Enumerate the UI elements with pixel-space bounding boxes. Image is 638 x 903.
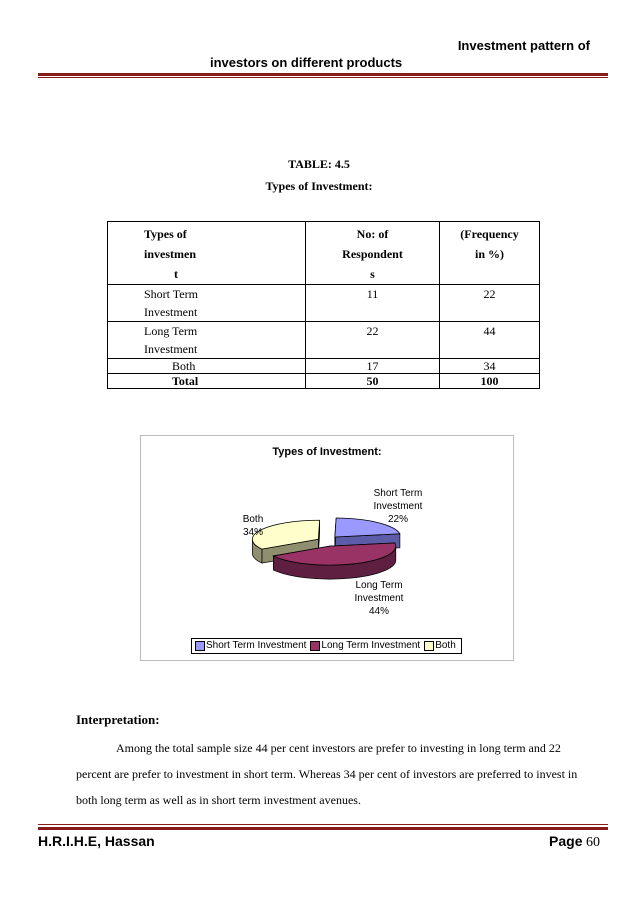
row-type-text: Long Term <box>144 324 198 338</box>
interpretation-text: Among the total sample size 44 per cent investors are prefer to investing in long term and 22 percent are prefer to investment in short term. Whereas 34 per cent of investors are preferred to invest in both long term as well as in short term investment avenues. <box>76 741 578 807</box>
row-type: Both <box>108 359 306 374</box>
row-frequency: 34 <box>440 359 540 374</box>
header-text: (Frequency <box>460 227 519 241</box>
pie-chart-canvas <box>141 436 513 660</box>
row-frequency: 44 <box>440 322 540 359</box>
header-cell-frequency <box>440 222 540 285</box>
header-title-line2: investors on different products <box>210 55 403 70</box>
slice-label-text: Both <box>242 514 264 525</box>
slice-label-text: Short Term <box>373 488 423 499</box>
slice-label-text: Long Term <box>355 580 403 591</box>
footer-institution: H.R.I.H.E, Hassan <box>38 833 155 849</box>
legend-item <box>310 639 420 653</box>
legend-label: Both <box>435 640 456 651</box>
header-text: t <box>174 267 178 281</box>
row-type <box>108 285 306 322</box>
legend-item <box>195 639 306 653</box>
total-frequency: 100 <box>440 374 540 389</box>
slice-label-text: Investment <box>354 593 404 604</box>
row-respondents: 17 <box>306 359 440 374</box>
table-header-row <box>108 222 540 285</box>
header-text: in %) <box>474 247 504 261</box>
header-rule-thin <box>38 77 608 78</box>
legend-swatch <box>195 641 205 651</box>
legend-label: Long Term Investment <box>321 640 421 651</box>
slice-label-both <box>233 513 273 539</box>
slice-label-percent: 34% <box>242 527 263 538</box>
table-total-row <box>108 374 540 389</box>
row-type-text: Investment <box>144 342 198 356</box>
chart-title: Types of Investment: <box>272 446 382 458</box>
table-row <box>108 285 540 322</box>
legend-swatch <box>310 641 320 651</box>
slice-label-short-term <box>363 487 433 526</box>
header-text: s <box>370 267 375 281</box>
legend-label: Short Term Investment <box>206 640 307 651</box>
legend-swatch <box>424 641 434 651</box>
slice-label-text: Investment <box>373 501 423 512</box>
header-cell-respondents <box>306 222 440 285</box>
slice-label-percent: 44% <box>368 606 389 617</box>
header-title-line1: Investment pattern of <box>457 38 590 53</box>
table-row <box>108 359 540 374</box>
footer-page <box>549 833 600 851</box>
header-cell-type <box>108 222 306 285</box>
header-rule-thick <box>38 73 608 76</box>
table-row <box>108 322 540 359</box>
footer-page-label: Page <box>549 833 583 849</box>
interpretation-heading: Interpretation: <box>76 712 160 727</box>
interpretation-paragraph <box>76 735 580 813</box>
table-number: TABLE: 4.5 <box>288 157 350 171</box>
total-respondents: 50 <box>306 374 440 389</box>
footer-rule-thick <box>38 827 608 830</box>
total-label: Total <box>108 374 306 389</box>
row-respondents: 11 <box>306 285 440 322</box>
investment-table <box>107 221 540 389</box>
pie-chart <box>140 435 514 661</box>
footer-page-number: 60 <box>586 835 600 850</box>
row-type <box>108 322 306 359</box>
table-caption: Types of Investment: <box>265 179 373 193</box>
header-text: Respondent <box>342 247 403 261</box>
row-respondents: 22 <box>306 322 440 359</box>
row-type-text: Short Term <box>144 287 198 301</box>
header-text: Types of <box>144 227 187 241</box>
row-type-text: Investment <box>144 305 198 319</box>
header-text: investmen <box>144 247 196 261</box>
slice-label-long-term <box>344 579 414 618</box>
chart-legend <box>191 638 462 654</box>
legend-item <box>424 639 456 653</box>
slice-label-percent: 22% <box>387 514 408 525</box>
row-frequency: 22 <box>440 285 540 322</box>
footer-rule-thin <box>38 824 608 825</box>
header-text: No: of <box>356 227 389 241</box>
